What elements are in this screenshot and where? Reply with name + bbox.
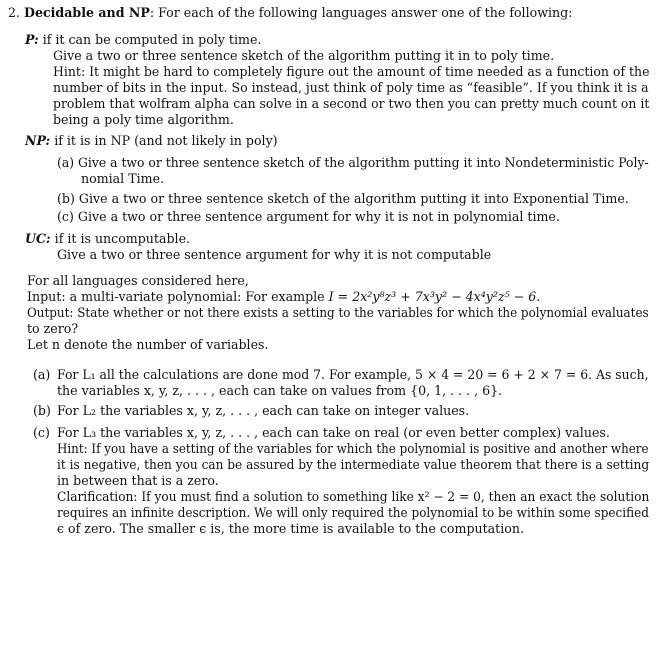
subproblem-line: ϵ of zero. The smaller ϵ is, the more time is available to the computation. xyxy=(57,521,524,536)
np-item xyxy=(57,155,649,170)
problem-title: Decidable and NP xyxy=(24,5,150,20)
subproblem-line: Clarification: If you must find a solution to something like x² − 2 = 0, then an exact the solution xyxy=(57,489,650,504)
input-prefix: Input: a multi-variate polynomial: For example xyxy=(27,289,325,304)
p-sketch-line: Give a two or three sentence sketch of the algorithm putting it in to poly time. xyxy=(53,48,555,63)
subproblem-marker: (b) xyxy=(33,403,51,418)
subproblem-line: in between that is a zero. xyxy=(57,473,219,488)
input-line xyxy=(27,289,540,304)
variables-note: Let n denote the number of variables. xyxy=(27,337,269,352)
np-heading: if it is in NP (and not likely in poly) xyxy=(54,133,278,148)
subproblem-line: requires an infinite description. We will only required the polynomial to be within some specified xyxy=(57,505,649,520)
output-line: Output: State whether or not there exists a setting to the variables for which the polynomial evaluates xyxy=(27,305,649,320)
uc-heading-row xyxy=(25,231,190,246)
np-item-continuation: nomial Time. xyxy=(81,171,165,186)
np-item-marker: (a) xyxy=(57,155,75,170)
subproblem-line: For L₂ the variables x, y, z, . . . , each can take on integer values. xyxy=(57,403,470,418)
uc-heading: if it is uncomputable. xyxy=(54,231,191,246)
subproblem-line: For L₃ the variables x, y, z, . . . , each can take on real (or even better complex) values. xyxy=(57,425,610,440)
np-item xyxy=(57,209,560,224)
p-hint-line: problem that wolfram alpha can solve in a second or two then you can pretty much count on it xyxy=(53,96,650,111)
problem-intro: : For each of the following languages answer one of the following: xyxy=(149,5,573,20)
p-heading: if it can be computed in poly time. xyxy=(42,32,262,47)
p-label: P: xyxy=(25,32,39,47)
np-item-text: Give a two or three sentence argument for why it is not in polynomial time. xyxy=(77,209,560,224)
problem-header xyxy=(8,5,572,20)
uc-label: UC: xyxy=(25,231,51,246)
p-heading-row xyxy=(25,32,261,47)
np-item-text: Give a two or three sentence sketch of the algorithm putting it into Exponential Time. xyxy=(78,191,629,206)
subproblem-line: the variables x, y, z, . . . , each can take on values from {0, 1, . . . , 6}. xyxy=(57,383,503,398)
languages-intro: For all languages considered here, xyxy=(27,273,249,288)
subproblem-line: For L₁ all the calculations are done mod 7. For example, 5 × 4 = 20 = 6 + 2 × 7 = 6. As such, xyxy=(57,367,649,382)
problem-number: 2. xyxy=(8,5,21,20)
np-item xyxy=(57,191,629,206)
output-line: to zero? xyxy=(27,321,79,336)
p-hint-line: number of bits in the input. So instead, just think of poly time as “feasible”. If you think it is a xyxy=(53,80,649,95)
subproblem-marker: (c) xyxy=(33,425,50,440)
p-hint-line: Hint: It might be hard to completely figure out the amount of time needed as a function of the xyxy=(53,64,650,79)
np-heading-row xyxy=(25,133,278,148)
polynomial-example: I = 2x²y⁸z³ + 7x³y² − 4x⁴y²z⁵ − 6. xyxy=(328,289,541,304)
np-item-text: Give a two or three sentence sketch of the algorithm putting it into Nondeterministic Poly- xyxy=(78,155,649,170)
subproblem-line: Hint: If you have a setting of the variables for which the polynomial is positive and another where xyxy=(57,441,649,456)
uc-argument-line: Give a two or three sentence argument for why it is not computable xyxy=(57,247,492,262)
np-item-marker: (b) xyxy=(57,191,75,206)
subproblem-marker: (a) xyxy=(33,367,51,382)
np-item-marker: (c) xyxy=(57,209,74,224)
p-hint-line: being a poly time algorithm. xyxy=(53,112,234,127)
subproblem-line: it is negative, then you can be assured by the intermediate value theorem that there is a setting xyxy=(57,457,650,472)
np-label: NP: xyxy=(25,133,51,148)
